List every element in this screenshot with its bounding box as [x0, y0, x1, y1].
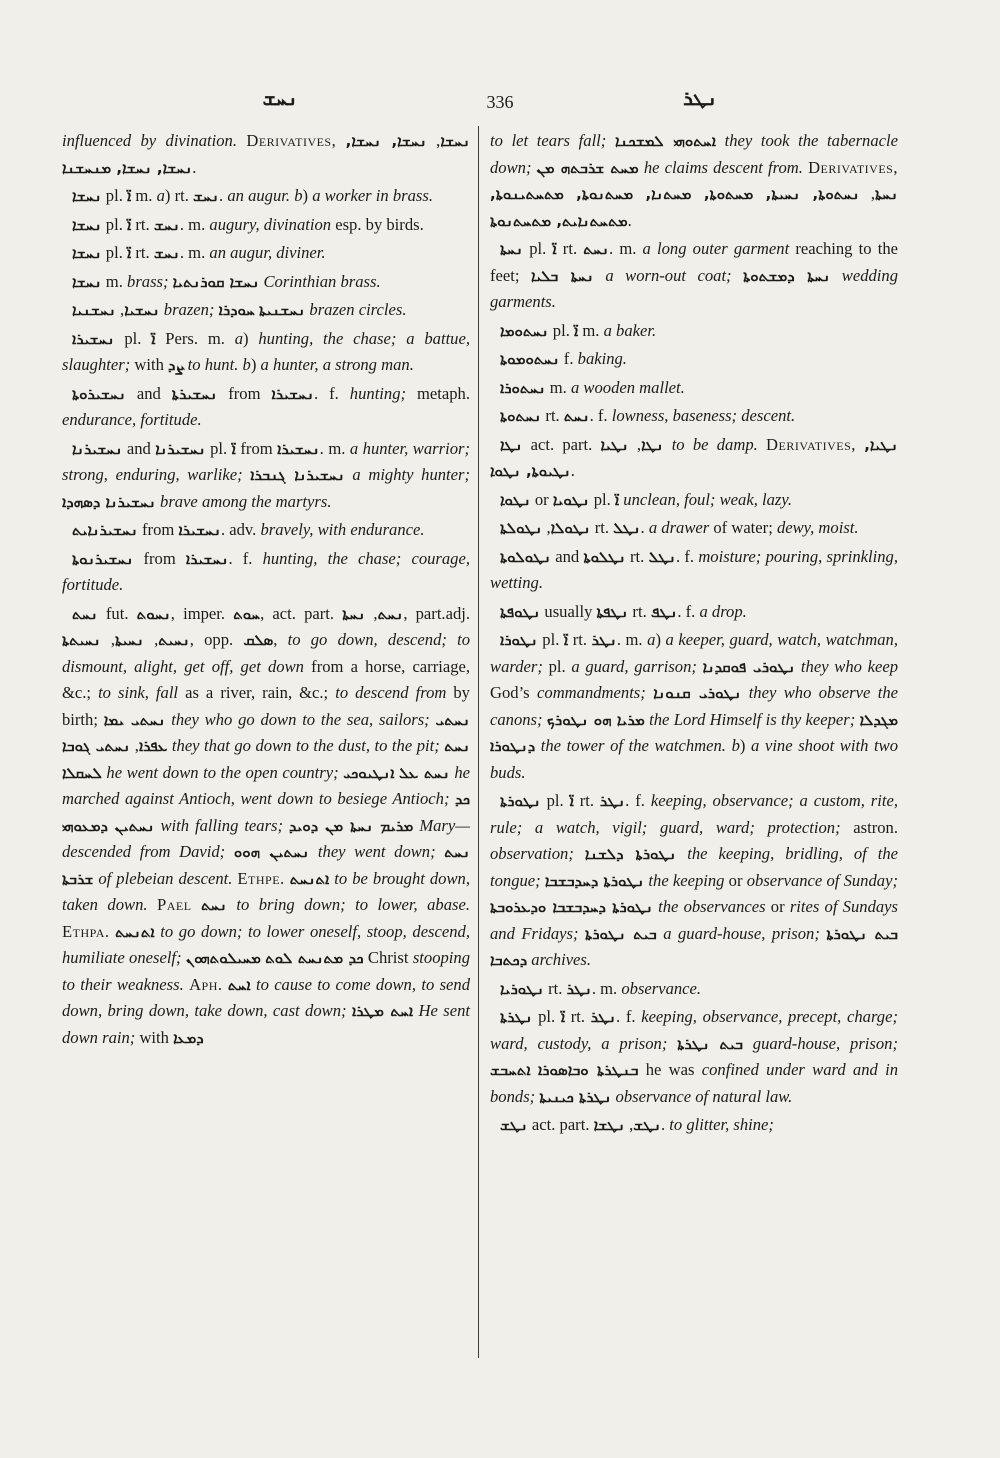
dictionary-entry: ܢܚܫܐ pl. ܐ̈ rt. ܢܚܫ. m. an augur, diviner. [72, 243, 326, 262]
dictionary-entry: ܢܚܬܘܪܐ m. a wooden mallet. [500, 377, 685, 397]
running-head-right: ܢܛܪ [683, 86, 717, 110]
dictionary-entry: ܢܛܘܪܝܐ rt. ܢܛܪ. m. observance. [500, 978, 702, 998]
dictionary-entry: influenced by divination. Derivatives, ܢܚܫܐ, ܢܚܫܐ, ܢܚܫܐ, ܢܚܫܐ, ܢܚܫܐ, ܡܢܚܫܢܐ. [62, 131, 470, 177]
dictionary-entry: ܢܚܫܝܐ, ܢܚܫܢܝܐ brazen; ܢܚܫܢܝܬܐ ܚܘܕܪܐ brazen circles. [72, 300, 407, 319]
dictionary-entry: ܢܚܫܝܪܢܘܬܐ from ܢܚܫܝܪܐ. f. hunting, the chase; courage, fortitude. [62, 548, 470, 594]
dictionary-entry: ܢܚܫܐ pl. ܐ̈ m. a) rt. ܢܚܫ. an augur. b) a worker in brass. [72, 186, 433, 205]
dictionary-entry: ܢܛܪܬܐ pl. ܐ̈ rt. ܢܛܪ. f. keeping, observance, precept, charge; ward, custody, a prison; ܒܝܬ ܢܛܪܬܐ guard-house, prison; ܒܢܛܪܬܐ ܘܒܐܣܘܪܐ ܐܬܚܒܫ he was confined under ward and in bonds; ܢܛܪܬܐ ܟܝܢܝܬܐ observance of natural law. [490, 1007, 899, 1106]
dictionary-entry: ܢܛܘܪܐ pl. ܐ̈ rt. ܢܛܪ. m. a) a keeper, guard, watch, watchman, warder; pl. a guard, garrison; ܢܛܘܪܝ ܦܘܩܕܢܐ they who keep God’s commandments; ܢܛܘܪܝ ܩܢܘܢܐ they who observe the canons; ܡܪܝܐ ܗܘ ܢܛܘܪܟ the Lord Himself is thy keeper; ܡܓܕܠܐ ܕܢܛܘܪܐ the tower of the watchmen. b) a vine shoot with two buds. [490, 630, 899, 782]
left-column [62, 128, 470, 1053]
dictionary-entry: ܢܛܘܠܘܬܐ and ܢܛܠܘܬܐ rt. ܢܛܠ. f. moisture; pouring, sprinkling, wetting. [490, 546, 898, 592]
dictionary-entry: ܢܚܫܐ m. brass; ܢܚܫܐ ܩܘܪܢܬܝܐ Corinthian brass. [72, 271, 381, 291]
dictionary-entry: ܢܚܫܝܪܢܐܝܬ from ܢܚܫܝܪܐ. adv. bravely, with endurance. [72, 520, 425, 539]
dictionary-entry: ܢܚܬܘܬܐ rt. ܢܚܬ. f. lowness, baseness; descent. [500, 406, 796, 425]
dictionary-entry: ܢܚܫܝܪܘܬܐ and ܢܚܫܝܪܬܐ from ܢܚܫܝܪܐ. f. hunting; metaph. endurance, fortitude. [62, 383, 470, 429]
column-divider [478, 126, 479, 1358]
dictionary-entry: ܢܛܘܠܐ, ܢܛܘܠܬܐ rt. ܢܛܠ. a drawer of water; dewy, moist. [500, 518, 859, 537]
dictionary-entry: ܢܚܬ fut. ܢܚܘܬ, imper. ܚܘܬ, act. part. ܢܚܬ, ܢܚܬܐ , part.adj. ܢܚܝܬ, ܢܚܝܬܐ, ܢܚܝܬܬܐ , opp. ܣܠܩ, to go down, descend; to dismount, alight, get off, get down from a horse, carriage, &c.; to sink, fall as a river, rain, &c.; to descend from by birth; ܢܚܬܝ ܝܡܐ they who go down to the sea, sailors; ܢܚܬܝ ܥܦܪܐ, ܢܚܬܝ ܓܘܒܐ they that go down to the dust, to the pit; ܢܚܬ ܠܚܩܠܐ he went down to the open country; ܢܚܬ ܥܠ ܐܢܛܝܘܟܝ he marched against Antioch, went down to besiege Antioch; ܟܕ ܢܚܬܝܢ ܕܡܥܘܗܝ with falling tears; ܡܪܝܡ ܢܚܬܐ ܡܢ ܕܘܝܕ Mary—descended from David; ܢܚܬܝܢ ܗܘܘ they went down; ܢܚܬ ܫܪܒܬܐ of plebeian descent. Ethpe. ܐܬܢܚܬ to be brought down, taken down. Pael ܢܚܬ to bring down; to lower, abase. Ethpa. ܐܬܢܚܬ to go down; to lower oneself, stoop, descend, humiliate oneself; ܟܕ ܡܬܢܚܬ ܠܘܬ ܡܚܝܠܘܬܗܘܢ Christ stooping to their weakness. Aph. ܐܚܬ to cause to come down, to send down, bring down, take down, cast down; ܐܚܬ ܡܛܪܐ He sent down rain; with ܕܡܥܐ [62, 603, 471, 1047]
dictionary-entry: ܢܛܐ act. part. ܢܛܐ, ܢܛܝܐ to be damp. Derivatives, ܢܛܝܐ, ܢܛܝܘܬܐ, ܢܛܘܐ. [490, 434, 899, 480]
dictionary-entry: ܢܛܘܐ or ܢܛܘܝܐ pl. ܐ̈ unclean, foul; weak, lazy. [500, 489, 792, 509]
dictionary-entry: ܢܛܘܪܬܐ pl. ܐ̈ rt. ܢܛܪ. f. keeping, observance; a custom, rite, rule; a watch, vigil; guard, ward; protection; astron. observation; ܢܛܘܪܬܐ ܕܠܫܢܐ the keeping, bridling, of the tongue; ܢܛܘܪܬܐ ܕܚܕܒܫܒܐ the keeping or observance of Sunday; ܢܛܘܪܬܐ ܕܚܕܒܫܒܐ ܘܕܥܪܘܒܬܐ the observances or rites of Sundays and Fridays; ܒܝܬ ܢܛܘܪܬܐ a guard-house, prison; ܒܝܬ ܢܛܘܪܬܐ ܕܟܬܒܐ archives. [490, 791, 899, 969]
dictionary-entry: ܢܚܬܘܡܐ pl. ܐ̈ m. a baker. [500, 320, 657, 340]
right-column [490, 128, 898, 1141]
dictionary-entry: ܢܚܬܐ pl. ܐ̈ rt. ܢܚܬ. m. a long outer garment reaching to the feet; ܢܚܬܐ ܒܠܝܐ a worn-out coat; ܢܚܬܐ ܕܡܫܬܘܬܐ wedding garments. [490, 239, 898, 311]
dictionary-entry: ܢܚܫܝܪܢܐ and ܢܚܫܝܪܢܐ pl. ܐ̈ from ܢܚܫܝܪܐ. m. a hunter, warrior; strong, enduring, warlike; ܢܚܫܝܪܢܐ ܓܢܒܪܐ a mighty hunter; ܢܚܫܝܪܢܐ ܕܣܗܕܐ brave among the martyrs. [62, 438, 470, 511]
dictionary-entry: to let tears fall; ܐܚܬܘܗܝ ܠܡܫܟܢܐ they took the tabernacle down; ܡܚܬ ܫܪܒܬܗ ܡܢ he claims descent from. Derivatives, ܢܚܬܐ, ܢܚܬܘܬܐ, ܢܚܝܬܐ, ܡܚܬܘܬܐ, ܡܚܬܢܐ, ܡܚܬܢܘܬܐ, ܡܬܚܬܝܢܘܬܐ, ܡܬܚܬܢܐܝܬ, ܡܬܚܬܢܘܬܐ. [490, 131, 898, 230]
page-number: 336 [486, 92, 514, 112]
dictionary-entry: ܢܚܫܐ pl. ܐ̈ rt. ܢܚܫ. m. augury, divination esp. by birds. [72, 214, 424, 234]
dictionary-entry: ܢܛܘܦܬܐ usually ܢܛܦܬܐ rt. ܢܛܦ. f. a drop. [500, 601, 747, 621]
dictionary-entry: ܢܚܬܘܡܘܬܐ f. baking. [500, 349, 627, 368]
running-head-left: ܢܚܫ [262, 86, 298, 110]
dictionary-entry: ܢܛܫ act. part. ܢܛܫ, ܢܛܫܐ . to glitter, shine; [500, 1115, 774, 1134]
dictionary-entry: ܢܚܫܝܪܐ pl. ܐ̈ Pers. m. a) hunting, the chase; a battue, slaughter; with ܨܕ to hunt. b) a hunter, a strong man. [62, 328, 470, 374]
